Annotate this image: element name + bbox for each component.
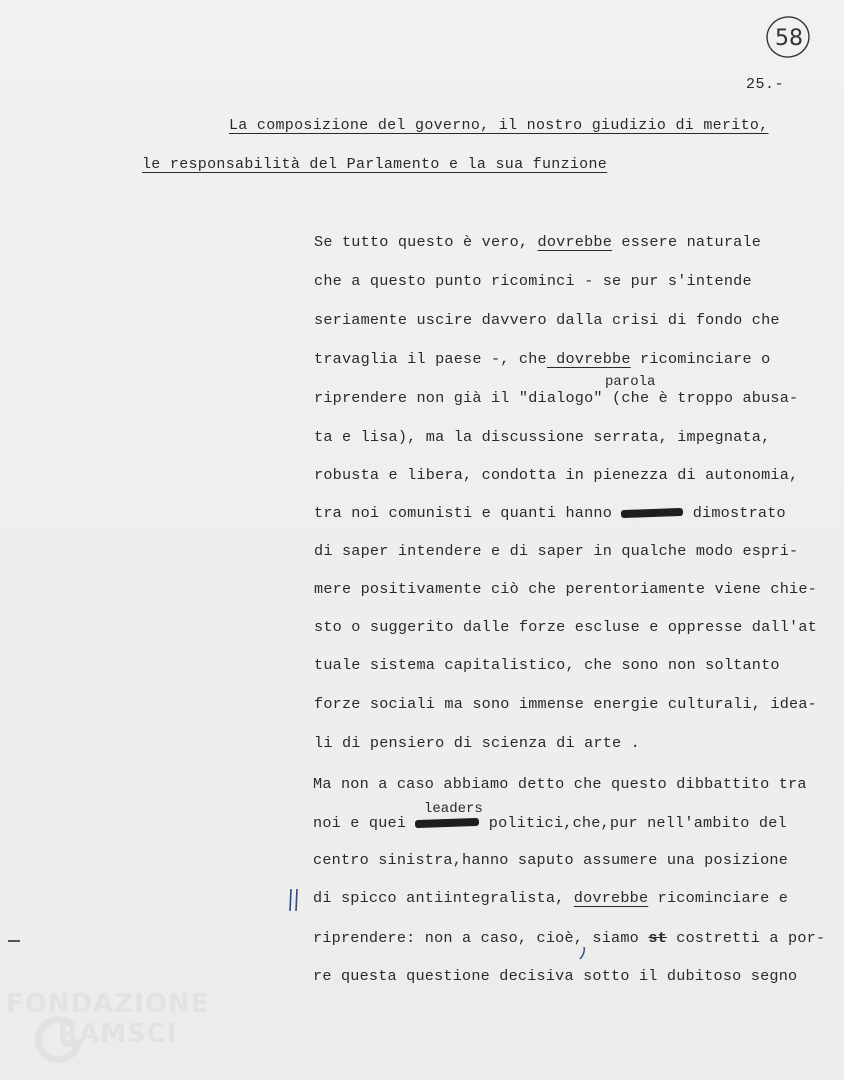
body-line-7: robusta e libera, condotta in pienezza di autonomia, (314, 466, 799, 484)
title-line-2-part-a: le responsabilità del (142, 156, 347, 173)
body-text: costretti a por- (666, 929, 826, 947)
body-line-16 (313, 814, 787, 832)
body-line-5: riprendere non già il "dialogo" (che è troppo abusa- (314, 389, 799, 407)
underlined-word: dovrebbe (546, 350, 631, 368)
body-line-14: li di pensiero di scienza di arte . (314, 734, 640, 752)
body-text: noi e quei (313, 814, 416, 832)
body-text: essere naturale (612, 233, 762, 251)
margin-dash-mark (8, 940, 20, 942)
body-line-20: re questa questione decisiva sotto il dubitoso segno (313, 967, 798, 985)
body-line-18 (313, 889, 788, 907)
body-text: tra noi comunisti e quanti hanno (314, 504, 622, 522)
body-line-11: sto o suggerito dalle forze escluse e oppresse dall'at (314, 618, 817, 636)
body-text: riprendere: non a caso, cioè, siamo (313, 929, 649, 947)
body-line-8 (314, 504, 786, 522)
body-line-2: che a questo punto ricominci - se pur s'intende (314, 272, 752, 290)
body-line-19 (313, 929, 825, 947)
title-line-2 (142, 156, 607, 173)
handwritten-insert-leaders: leaders (424, 801, 483, 817)
handwritten-comma-mark (578, 946, 588, 960)
body-text: dimostrato (683, 504, 786, 522)
body-text: ricominciare o (630, 350, 771, 368)
body-line-4 (314, 350, 770, 368)
body-line-6: ta e lisa), ma la discussione serrata, impegnata, (314, 428, 771, 446)
underlined-word: dovrebbe (573, 889, 649, 907)
watermark-line-1: FONDAZIONE (6, 989, 210, 1019)
body-line-9: di saper intendere e di saper in qualche modo espri- (314, 542, 799, 560)
body-line-10: mere positivamente ciò che perentoriamente viene chie- (314, 580, 817, 598)
body-line-12: tuale sistema capitalistico, che sono non soltanto (314, 656, 780, 674)
body-text: politici,che,pur nell'ambito del (479, 814, 787, 832)
watermark-line-2: RAMSCI (58, 1019, 178, 1049)
body-text: di spicco antiintegralista, (313, 889, 574, 907)
struck-text: st (648, 929, 667, 947)
folio-number: 58 (775, 26, 803, 51)
title-line-1: La composizione del governo, il nostro giudizio di merito, (229, 117, 769, 134)
handwritten-insert-parola: parola (605, 374, 656, 390)
body-line-17: centro sinistra,hanno saputo assumere una posizione (313, 851, 789, 869)
body-line-1 (314, 233, 761, 251)
title-line-2-part-b: Parlamento e la sua funzione (346, 156, 608, 173)
body-line-13: forze sociali ma sono immense energie culturali, idea- (314, 695, 817, 713)
underlined-word: dovrebbe (537, 233, 613, 251)
fondazione-gramsci-watermark (0, 985, 230, 1075)
body-line-15: Ma non a caso abbiamo detto che questo dibbattito tra (313, 775, 807, 793)
page-number: 25.- (746, 76, 785, 93)
body-text: ricominciare e (648, 889, 789, 907)
margin-double-bar-mark (288, 888, 300, 912)
body-line-3: seriamente uscire davvero dalla crisi di fondo che (314, 311, 780, 329)
body-text: Se tutto questo è vero, (314, 233, 538, 251)
redaction-mark (415, 818, 479, 828)
body-text: travaglia il paese -, che (314, 350, 547, 368)
redaction-mark (621, 508, 683, 518)
